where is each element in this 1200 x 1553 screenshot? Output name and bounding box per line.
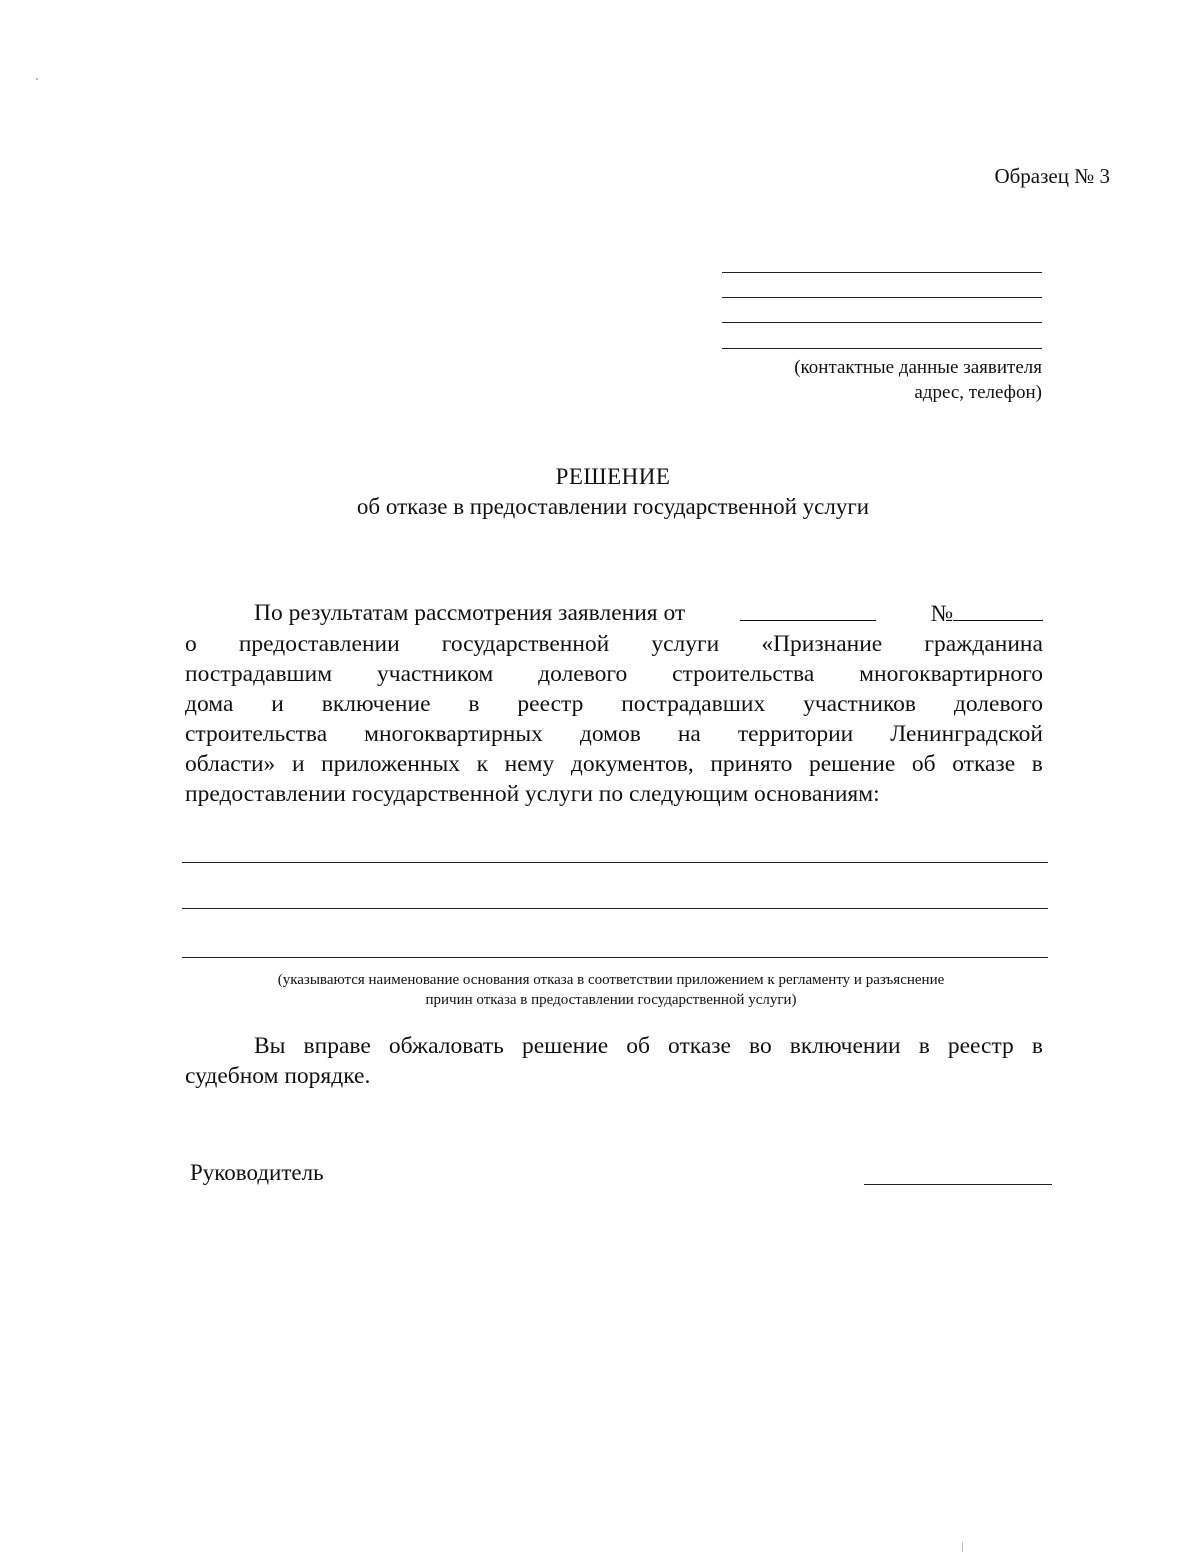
signature-blank-line bbox=[864, 1184, 1052, 1185]
paragraph-line: Вы вправе обжаловать решение об отказе во включении в реестр в bbox=[254, 1033, 1043, 1059]
decision-paragraph bbox=[185, 598, 1043, 809]
reason-blank-line bbox=[182, 908, 1048, 909]
paragraph-line: области» и приложенных к нему документов, принято решение об отказе в bbox=[185, 751, 1043, 777]
paragraph-line: строительства многоквартирных домов на территории Ленинградской bbox=[185, 721, 1043, 747]
document-title: РЕШЕНИЕ bbox=[555, 464, 671, 489]
number-sign: № bbox=[930, 601, 953, 627]
date-blank bbox=[740, 598, 876, 621]
contact-caption-line: адрес, телефон) bbox=[914, 382, 1042, 403]
reasons-caption-line: (указываются наименование основания отказа в соответствии приложением к регламенту и разъяснение bbox=[277, 972, 945, 988]
application-date-field bbox=[740, 598, 876, 629]
paragraph-line: предоставлении государственной услуги по следующим основаниям: bbox=[185, 781, 880, 807]
paragraph-text: По результатам рассмотрения заявления от bbox=[254, 600, 686, 626]
signer-label: Руководитель bbox=[190, 1160, 324, 1185]
sample-label: Образец № 3 bbox=[994, 164, 1110, 188]
application-number-field bbox=[931, 598, 1043, 629]
paragraph-line: пострадавшим участником долевого строительства многоквартирного bbox=[185, 661, 1043, 687]
scan-artifact bbox=[962, 1542, 963, 1552]
document-subtitle: об отказе в предоставлении государственной услуги bbox=[356, 494, 870, 519]
appeal-paragraph bbox=[185, 1031, 1043, 1091]
paragraph-line: судебном порядке. bbox=[185, 1063, 371, 1089]
reasons-caption-line: причин отказа в предоставлении государственной услуги) bbox=[425, 992, 797, 1008]
paragraph-line bbox=[185, 598, 1043, 629]
contact-blank-line bbox=[722, 322, 1042, 323]
contact-caption-line: (контактные данные заявителя bbox=[794, 357, 1042, 378]
contact-blank-line bbox=[722, 272, 1042, 273]
scan-artifact bbox=[36, 78, 38, 80]
reasons-caption bbox=[180, 970, 1042, 1010]
contact-caption bbox=[794, 355, 1042, 405]
paragraph-line: о предоставлении государственной услуги «Признание гражданина bbox=[185, 631, 1043, 657]
reason-blank-line bbox=[182, 862, 1048, 863]
contact-blank-line bbox=[722, 348, 1042, 349]
number-blank bbox=[953, 598, 1043, 621]
paragraph-line: дома и включение в реестр пострадавших участников долевого bbox=[185, 691, 1043, 717]
reason-blank-line bbox=[182, 957, 1048, 958]
contact-blank-line bbox=[722, 297, 1042, 298]
